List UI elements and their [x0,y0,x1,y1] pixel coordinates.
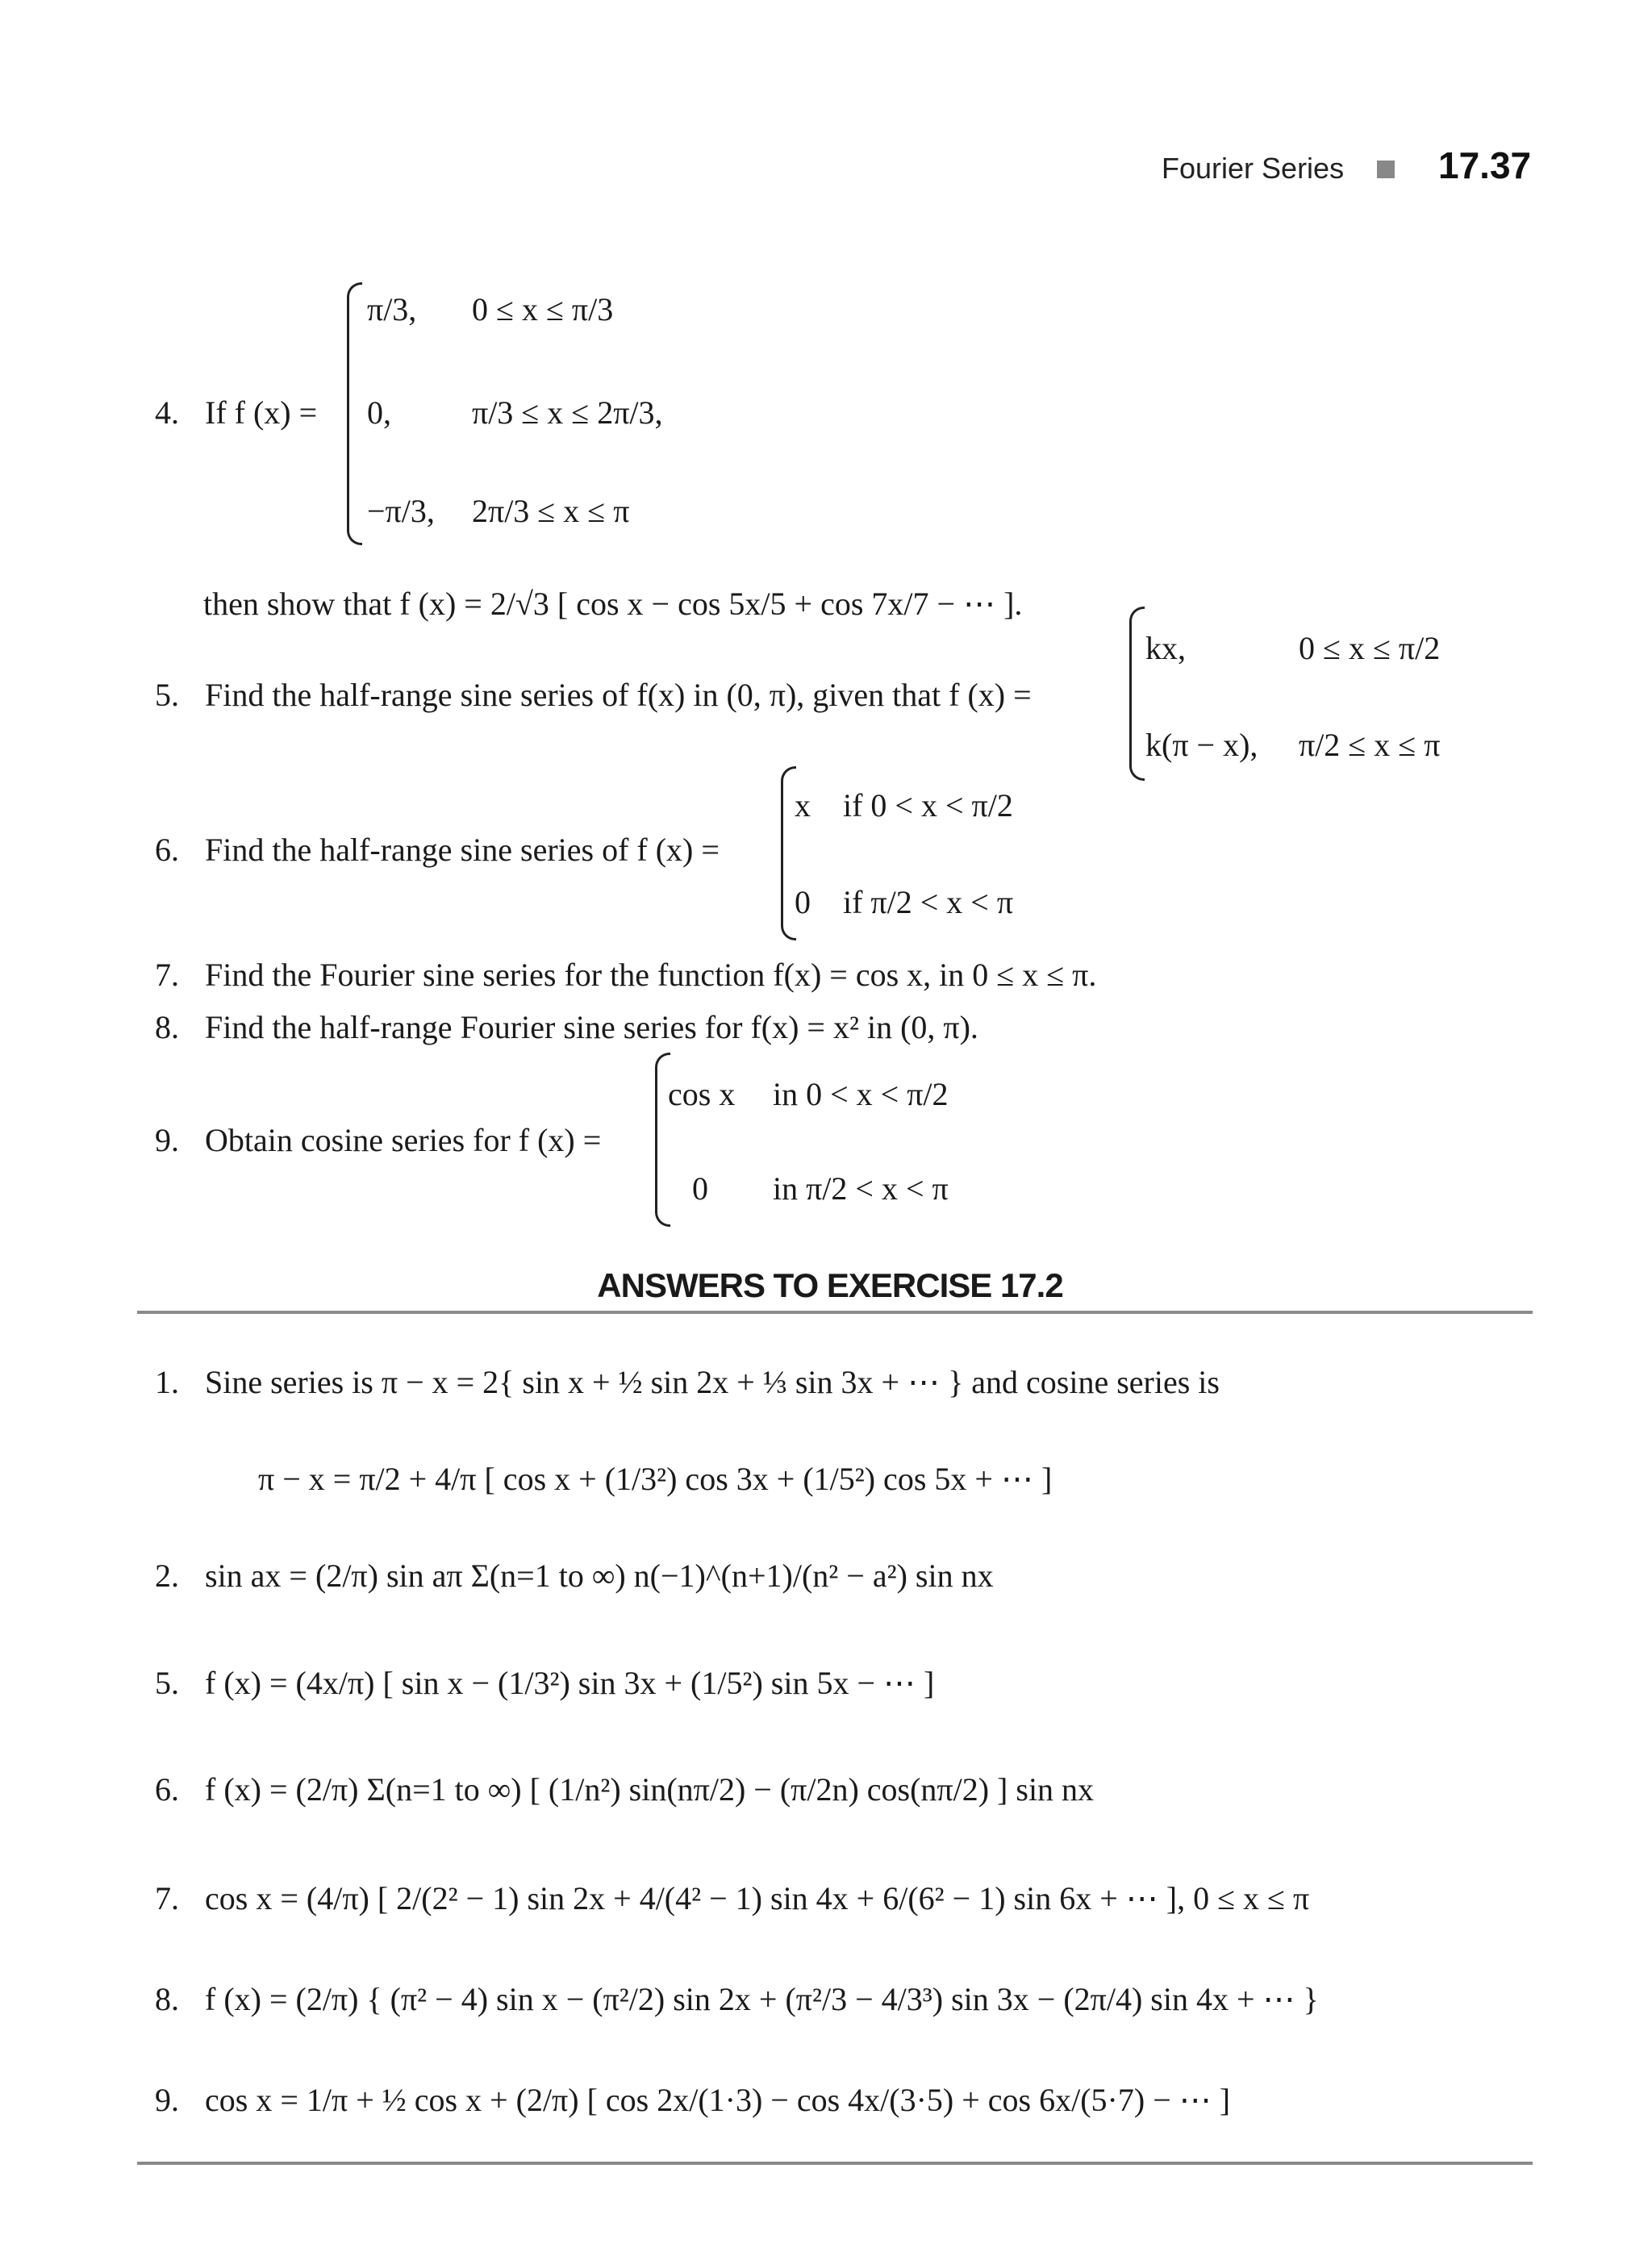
q4-case-2-val: 0, [367,394,391,431]
q6-case-2-cond: if π/2 < x < π [843,884,1014,920]
q9-text: Obtain cosine series for f (x) = [205,1122,602,1158]
q5-case-1-val: kx, [1145,630,1186,666]
q9-case-1 [668,1075,949,1113]
q6-case-2 [795,883,1013,921]
q6-case-1 [795,786,1013,824]
page-number: 17.37 [1438,144,1532,186]
q9-text-line [155,1121,601,1159]
q5-case-1-cond: 0 ≤ x ≤ π/2 [1299,630,1441,666]
q4-result-line [203,585,1022,623]
a2-number: 2. [155,1558,179,1594]
q4-case-3-cond: 2π/3 ≤ x ≤ π [472,493,630,529]
answer-8 [155,1980,1319,2018]
exercise-8 [155,1008,978,1046]
answer-6 [155,1770,1094,1808]
q5-brace [1129,607,1145,781]
q4-case-1-val: π/3, [367,291,417,327]
a1-number: 1. [155,1364,179,1400]
q5-case-2-val: k(π − x), [1145,727,1258,763]
q6-case-2-val: 0 [795,884,811,920]
q8-text: Find the half-range Fourier sine series for f(x) = x² in (0, π). [205,1009,978,1045]
q5-number: 5. [155,677,179,713]
a9-number: 9. [155,2082,179,2118]
q9-case-2-val: 0 [692,1170,708,1207]
q6-case-1-val: x [795,787,811,824]
q9-case-2-cond: in π/2 < x < π [773,1170,949,1207]
q4-number: 4. [155,394,179,431]
q7-text: Find the Fourier sine series for the function f(x) = cos x, in 0 ≤ x ≤ π. [205,957,1097,993]
answers-bottom-rule [137,2162,1533,2165]
a7-number: 7. [155,1880,179,1916]
header-square-icon [1377,161,1395,178]
q5-case-2-cond: π/2 ≤ x ≤ π [1299,727,1441,763]
q4-lead-text: If f (x) = [205,394,318,431]
a1-line2-text: π − x = π/2 + 4/π [ cos x + (1/3²) cos 3x + (1/5²) cos 5x + ⋯ ] [258,1461,1053,1497]
a2-text: sin ax = (2/π) sin aπ Σ(n=1 to ∞) n(−1)^(n+1)/(n² − a²) sin nx [205,1558,994,1594]
answers-title: ANSWERS TO EXERCISE 17.2 [597,1266,1063,1304]
answer-9 [155,2081,1230,2119]
answer-2 [155,1557,994,1595]
answer-7 [155,1879,1309,1917]
q4-brace [347,282,362,545]
q5-case-1 [1145,629,1440,667]
q9-case-1-val: cos x [668,1076,736,1112]
q4-case-1 [367,290,613,328]
q4-lead [155,394,317,432]
q5-text: Find the half-range sine series of f(x) in (0, π), given that f (x) = [205,677,1032,713]
a7-text: cos x = (4/π) [ 2/(2² − 1) sin 2x + 4/(4² − 1) sin 4x + 6/(6² − 1) sin 6x + ⋯ ], 0 ≤ x ≤ π [205,1880,1310,1916]
q9-case-1-cond: in 0 < x < π/2 [773,1076,949,1112]
q4-case-2 [367,394,663,432]
exercise-7 [155,956,1096,994]
a9-text: cos x = 1/π + ½ cos x + (2/π) [ cos 2x/(1·3) − cos 4x/(3·5) + cos 6x/(5·7) − ⋯ ] [205,2082,1231,2118]
q6-number: 6. [155,832,179,868]
a1-line1-text: Sine series is π − x = 2{ sin x + ½ sin 2x + ⅓ sin 3x + ⋯ } and cosine series is [205,1364,1220,1400]
chapter-title: Fourier Series [1162,152,1345,185]
q5-text-line [155,676,1032,714]
q9-number: 9. [155,1122,179,1158]
q7-number: 7. [155,957,179,993]
a5-text: f (x) = (4x/π) [ sin x − (1/3²) sin 3x + (1/5²) sin 5x − ⋯ ] [205,1665,935,1701]
q6-case-1-cond: if 0 < x < π/2 [843,787,1013,824]
q4-case-3-val: −π/3, [367,493,435,529]
q4-case-1-cond: 0 ≤ x ≤ π/3 [472,291,614,327]
q9-case-2 [668,1170,949,1207]
q8-number: 8. [155,1009,179,1045]
a8-number: 8. [155,1981,179,2017]
a8-text: f (x) = (2/π) { (π² − 4) sin x − (π²/2) sin 2x + (π²/3 − 4/3³) sin 3x − (2π/4) sin 4x + ⋯ } [205,1981,1319,2017]
q4-then-text: then show that f (x) = [203,586,482,622]
answers-top-rule [137,1311,1533,1314]
answer-5 [155,1664,934,1702]
q5-case-2 [1145,726,1440,764]
answer-1-line-2 [258,1460,1052,1498]
q6-text: Find the half-range sine series of f (x) = [205,832,720,868]
a6-text: f (x) = (2/π) Σ(n=1 to ∞) [ (1/n²) sin(nπ/2) − (π/2n) cos(nπ/2) ] sin nx [205,1771,1095,1808]
a5-number: 5. [155,1665,179,1701]
a6-number: 6. [155,1771,179,1808]
q6-text-line [155,831,720,869]
q4-case-3 [367,492,629,530]
q4-case-2-cond: π/3 ≤ x ≤ 2π/3, [472,394,663,431]
q4-result-formula: 2/√3 [ cos x − cos 5x/5 + cos 7x/7 − ⋯ ]. [490,586,1023,622]
answer-1-line-1 [155,1363,1220,1401]
